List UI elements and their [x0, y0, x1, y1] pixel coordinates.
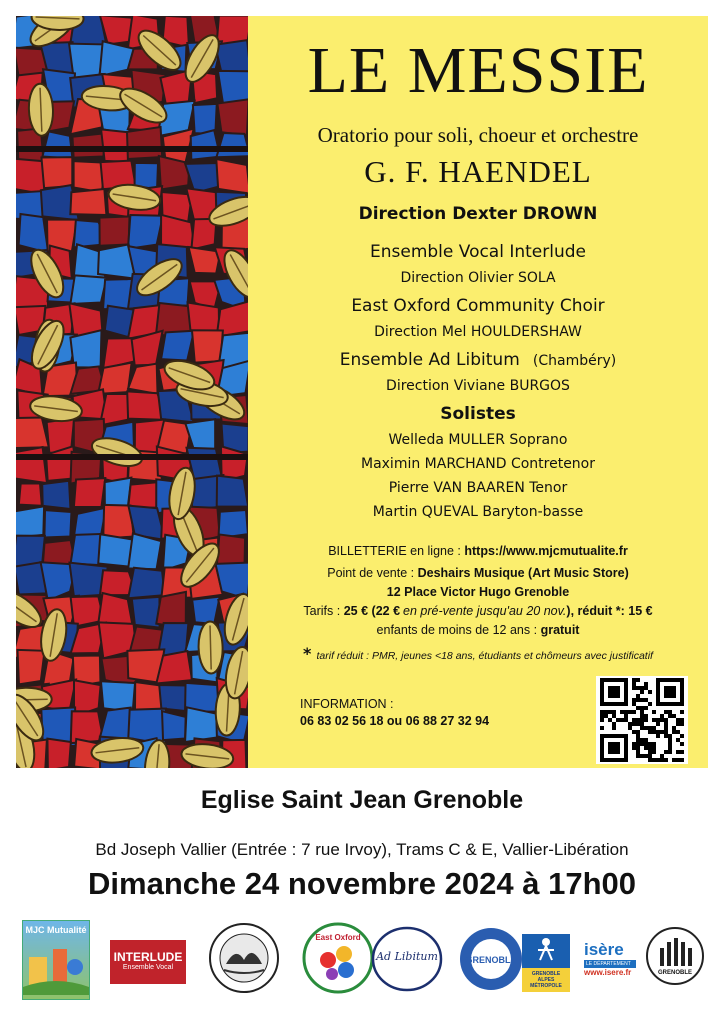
stained-glass-image — [16, 16, 248, 768]
organ-emblem-icon — [644, 922, 706, 994]
soloist-1: Welleda MULLER Soprano — [388, 432, 568, 448]
soloists-heading: Solistes — [440, 404, 516, 424]
ticketing-prices: Tarifs : 25 € (22 € en pré-vente jusqu'au 20 nov.), réduit *: 15 € — [303, 604, 653, 618]
svg-text:GRENOBLE: GRENOBLE — [465, 955, 517, 965]
metropole-logo: GRENOBLE ALPES MÉTROPOLE — [522, 934, 570, 986]
soloist-2: Maximin MARCHAND Contretenor — [360, 456, 595, 472]
ensemble-name-3: Ensemble Ad Libitum — [339, 350, 520, 370]
isere-logo: isère LE DÉPARTEMENT www.isere.fr — [584, 940, 636, 982]
interlude-logo: INTERLUDE Ensemble Vocal — [110, 940, 186, 984]
ensemble-line-3 — [248, 350, 708, 370]
ville-grenoble-logo — [458, 926, 524, 992]
east-oxford-logo — [302, 922, 374, 994]
soloist-3: Pierre VAN BAAREN Tenor — [388, 480, 568, 496]
soloist-4: Martin QUEVAL Baryton-basse — [372, 504, 584, 520]
ad-libitum-logo: Ad Libitum — [370, 924, 444, 994]
reduced-price-note: * tarif réduit : PMR, jeunes <18 ans, étudiants et chômeurs avec justificatif — [303, 644, 653, 663]
ensemble-name-2: East Oxford Community Choir — [351, 296, 605, 316]
venue-name: Eglise Saint Jean Grenoble — [200, 786, 524, 814]
ticketing-address: 12 Place Victor Hugo Grenoble — [386, 585, 570, 599]
main-conductor: Direction Dexter DROWN — [358, 204, 598, 224]
concert-title: LE MESSIE — [307, 34, 649, 107]
ticketing-url-link[interactable]: https://www.mjcmutualite.fr — [464, 544, 628, 558]
metropole-figure-icon — [522, 934, 570, 964]
ticketing-children: enfants de moins de 12 ans : gratuit — [376, 623, 580, 637]
qr-code[interactable] — [596, 676, 688, 764]
sponsor-logos — [18, 918, 708, 1004]
ticketing-sale-point: Point de vente : Deshairs Musique (Art Music Store) — [327, 566, 629, 580]
alliance-emblem-icon — [206, 920, 282, 996]
amis-orgue-logo: GRENOBLE — [644, 922, 706, 994]
ensemble-direction-2: Direction Mel HOULDERSHAW — [374, 324, 582, 340]
information-phones: 06 83 02 56 18 ou 06 88 27 32 94 — [300, 714, 490, 728]
ville-grenoble-emblem-icon — [458, 926, 524, 992]
east-oxford-emblem-icon — [302, 922, 374, 994]
ticketing-online: BILLETTERIE en ligne : https://www.mjcmutualite.fr — [328, 544, 628, 558]
concert-subtitle: Oratorio pour soli, choeur et orchestre — [317, 123, 639, 147]
mjc-illustration-icon — [23, 935, 89, 995]
mjc-mutualite-logo: MJC Mutualité — [22, 920, 90, 1000]
ensemble-direction-3: Direction Viviane BURGOS — [386, 378, 570, 394]
composer-name: G. F. HAENDEL — [364, 154, 592, 189]
information-label: INFORMATION : — [300, 697, 394, 711]
ensemble-note-3: (Chambéry) — [532, 353, 617, 369]
concert-date: Dimanche 24 novembre 2024 à 17h00 — [88, 866, 636, 901]
venue-address: Bd Joseph Vallier (Entrée : 7 rue Irvoy), Trams C & E, Vallier-Libération — [95, 840, 629, 859]
poster-top-section — [16, 16, 708, 768]
alliance-grenoble-oxford-logo — [206, 920, 282, 996]
ensemble-name-1: Ensemble Vocal Interlude — [369, 242, 587, 262]
ensemble-direction-1: Direction Olivier SOLA — [400, 270, 556, 286]
svg-text:East Oxford: East Oxford — [315, 933, 361, 942]
